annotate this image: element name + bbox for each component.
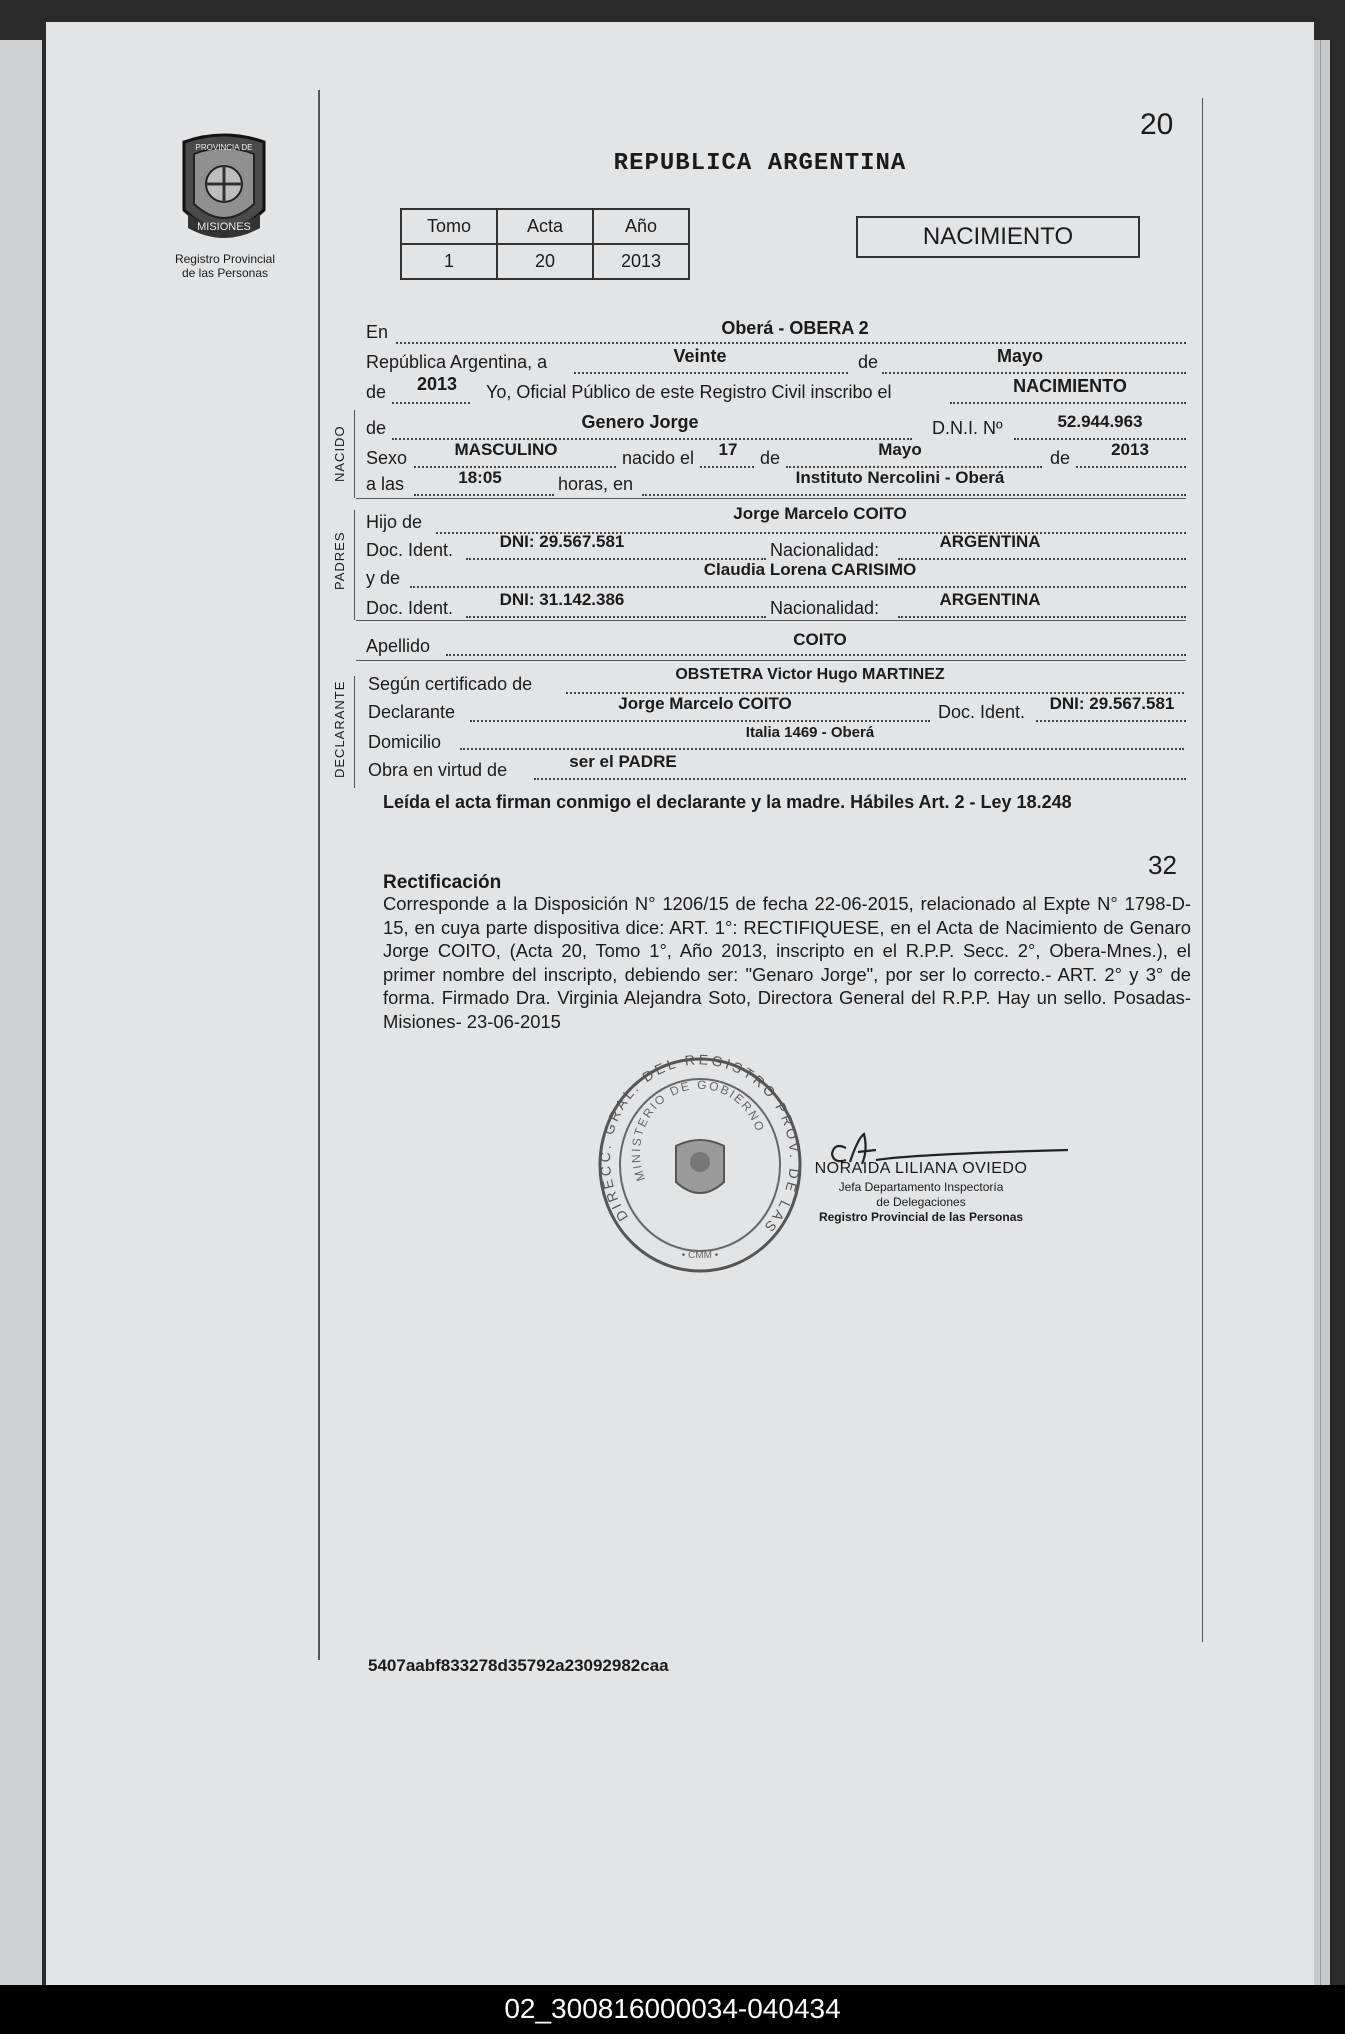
value-declarante: Jorge Marcelo COITO — [618, 694, 792, 713]
declarante-section-rule — [354, 676, 355, 788]
dotted-line — [396, 342, 1186, 344]
table-header-anio: Año — [593, 209, 689, 244]
padres-section-rule — [354, 510, 355, 620]
label-apellido: Apellido — [366, 636, 431, 656]
dotted-line — [534, 778, 1186, 780]
value-apellido: COITO — [793, 630, 847, 649]
signatory-title-1: Jefa Departamento Inspectoría — [838, 1180, 1004, 1194]
value-domicilio: Italia 1469 - Oberá — [745, 724, 875, 741]
dotted-line — [470, 720, 930, 722]
value-dni: 52.944.963 — [1057, 412, 1143, 431]
value-dia-nac: 17 — [718, 440, 738, 459]
section-label-declarante: DECLARANTE — [332, 680, 347, 778]
document-hash: 5407aabf833278d35792a23092982caa — [368, 1656, 669, 1675]
label-dni: D.N.I. Nº — [932, 418, 1003, 438]
label-doc-ident-3: Doc. Ident. — [938, 702, 1026, 722]
dotted-line — [1036, 720, 1186, 722]
scan-footer-id: 02_300816000034-040434 — [0, 1985, 1345, 2034]
label-doc-ident-2: Doc. Ident. — [366, 598, 454, 618]
value-mes: Mayo — [996, 346, 1043, 366]
label-nacido-el: nacido el — [622, 448, 695, 468]
label-nacionalidad-1: Nacionalidad: — [770, 540, 880, 560]
record-reference-table — [400, 208, 690, 280]
dotted-line — [898, 616, 1186, 618]
value-madre-doc: DNI: 31.142.386 — [499, 590, 625, 609]
svg-text:• CMM •: • CMM • — [681, 1250, 719, 1261]
value-padre: Jorge Marcelo COITO — [733, 504, 907, 523]
rectification-title: Rectificación — [383, 872, 502, 893]
section-divider — [356, 498, 1186, 499]
table-value-tomo: 1 — [401, 244, 497, 279]
label-doc-ident-1: Doc. Ident. — [366, 540, 454, 560]
page-number: 20 — [1140, 108, 1174, 141]
label-de-3: de — [366, 418, 387, 438]
value-lugar-nac: Instituto Nercolini - Oberá — [795, 468, 1005, 487]
table-value-acta: 20 — [497, 244, 593, 279]
label-y-de: y de — [366, 568, 401, 588]
record-type-box: NACIMIENTO — [856, 216, 1140, 258]
dotted-line — [414, 494, 554, 496]
province-seal-logo — [176, 132, 272, 250]
dotted-line — [446, 654, 1186, 656]
value-madre-nac: ARGENTINA — [939, 590, 1041, 609]
value-anio: 2013 — [416, 374, 458, 394]
value-hora: 18:05 — [458, 468, 502, 487]
section-divider — [356, 620, 1186, 621]
value-lugar: Oberá - OBERA 2 — [721, 318, 869, 338]
label-a-las: a las — [366, 474, 405, 494]
dotted-line — [700, 466, 754, 468]
label-horas-en: horas, en — [558, 474, 634, 494]
label-segun-certificado: Según certificado de — [368, 674, 533, 694]
label-obra-virtud: Obra en virtud de — [368, 760, 508, 780]
closing-statement: Leída el acta firman conmigo el declarante y la madre. Hábiles Art. 2 - Ley 18.248 — [383, 792, 1072, 812]
label-sexo: Sexo — [366, 448, 408, 468]
svg-text:MISIONES: MISIONES — [197, 221, 251, 233]
label-declarante: Declarante — [368, 702, 456, 722]
official-stamp — [594, 1054, 806, 1276]
dotted-line — [460, 748, 1184, 750]
svg-text:PROVINCIA DE: PROVINCIA DE — [195, 143, 253, 152]
section-label-padres: PADRES — [332, 531, 347, 590]
value-declarante-doc: DNI: 29.567.581 — [1049, 694, 1175, 713]
label-de-2: de — [366, 382, 387, 402]
value-madre: Claudia Lorena CARISIMO — [703, 560, 917, 579]
value-certificado: OBSTETRA Victor Hugo MARTINEZ — [675, 666, 945, 683]
dotted-line — [392, 402, 470, 404]
value-dia-letras: Veinte — [673, 346, 727, 366]
value-virtud: ser el PADRE — [569, 752, 677, 771]
dotted-line — [410, 586, 1186, 588]
signatory-title-2: de Delegaciones — [876, 1195, 966, 1209]
label-hijo-de: Hijo de — [366, 512, 423, 532]
label-yo-oficial: Yo, Oficial Público de este Registro Civil inscribo el — [486, 382, 892, 402]
svg-text:DIRECC. GRAL. DEL REGISTRO PRO: DIRECC. GRAL. DEL REGISTRO PROV. DE LAS — [596, 1054, 804, 1238]
value-mes-nac: Mayo — [878, 440, 922, 459]
section-label-nacido: NACIDO — [332, 425, 347, 482]
table-header-acta: Acta — [497, 209, 593, 244]
table-value-anio: 2013 — [593, 244, 689, 279]
dotted-line — [642, 494, 1186, 496]
country-title: REPUBLICA ARGENTINA — [613, 150, 907, 177]
dotted-line — [882, 372, 1186, 374]
value-sexo: MASCULINO — [454, 440, 558, 459]
left-margin-rule — [318, 90, 320, 1660]
rectification-body: Corresponde a la Disposición N° 1206/15 de fecha 22-06-2015, relacionado al Expte N° 1798-D-15, en cuya parte dispositiva dice: ART. 1°: RECTIFIQUESE, en el Acta de Nacimiento de Genaro Jorge COITO, (Acta 20, Tomo 1°, Año 2013, inscripto en el R.P.P. Secc. 2°, Obera-Mnes.), el primer nombre del inscripto, debiendo ser: "Genaro Jorge", por ser lo correcto.- ART. 2° y 3° de forma. Firmado Dra. Virginia Alejandra Soto, Directora General del R.P.P. Hay un sello. Posadas- Misiones- 23-06-2015 — [383, 893, 1191, 1032]
value-acto: NACIMIENTO — [1013, 376, 1127, 396]
value-anio-nac: 2013 — [1111, 440, 1149, 459]
label-de-4: de — [760, 448, 781, 468]
value-padre-nac: ARGENTINA — [939, 532, 1041, 551]
dotted-line — [950, 402, 1186, 404]
logo-caption — [154, 252, 296, 280]
label-en: En — [366, 322, 389, 342]
signatory-title-3: Registro Provincial de las Personas — [818, 1210, 1024, 1224]
signatory-name: NORAIDA LILIANA OVIEDO — [814, 1160, 1028, 1177]
right-margin-rule — [1202, 98, 1203, 1642]
dotted-line — [1076, 466, 1186, 468]
label-republica: República Argentina, a — [366, 352, 548, 372]
label-nacionalidad-2: Nacionalidad: — [770, 598, 880, 618]
value-padre-doc: DNI: 29.567.581 — [499, 532, 625, 551]
label-de-5: de — [1050, 448, 1071, 468]
label-domicilio: Domicilio — [368, 732, 442, 752]
label-de-1: de — [858, 352, 879, 372]
dotted-line — [466, 616, 766, 618]
svg-text:MINISTERIO DE GOBIERNO: MINISTERIO DE GOBIERNO — [628, 1077, 768, 1183]
rectification-number: 32 — [1148, 850, 1177, 880]
value-nombre: Genero Jorge — [581, 412, 699, 432]
table-header-tomo: Tomo — [401, 209, 497, 244]
logo-caption-line2: de las Personas — [181, 266, 269, 280]
section-divider — [356, 660, 1186, 661]
logo-caption-line1: Registro Provincial — [174, 252, 276, 266]
dotted-line — [574, 372, 848, 374]
nacido-section-rule — [354, 410, 355, 498]
previous-page-edge — [0, 40, 42, 1985]
